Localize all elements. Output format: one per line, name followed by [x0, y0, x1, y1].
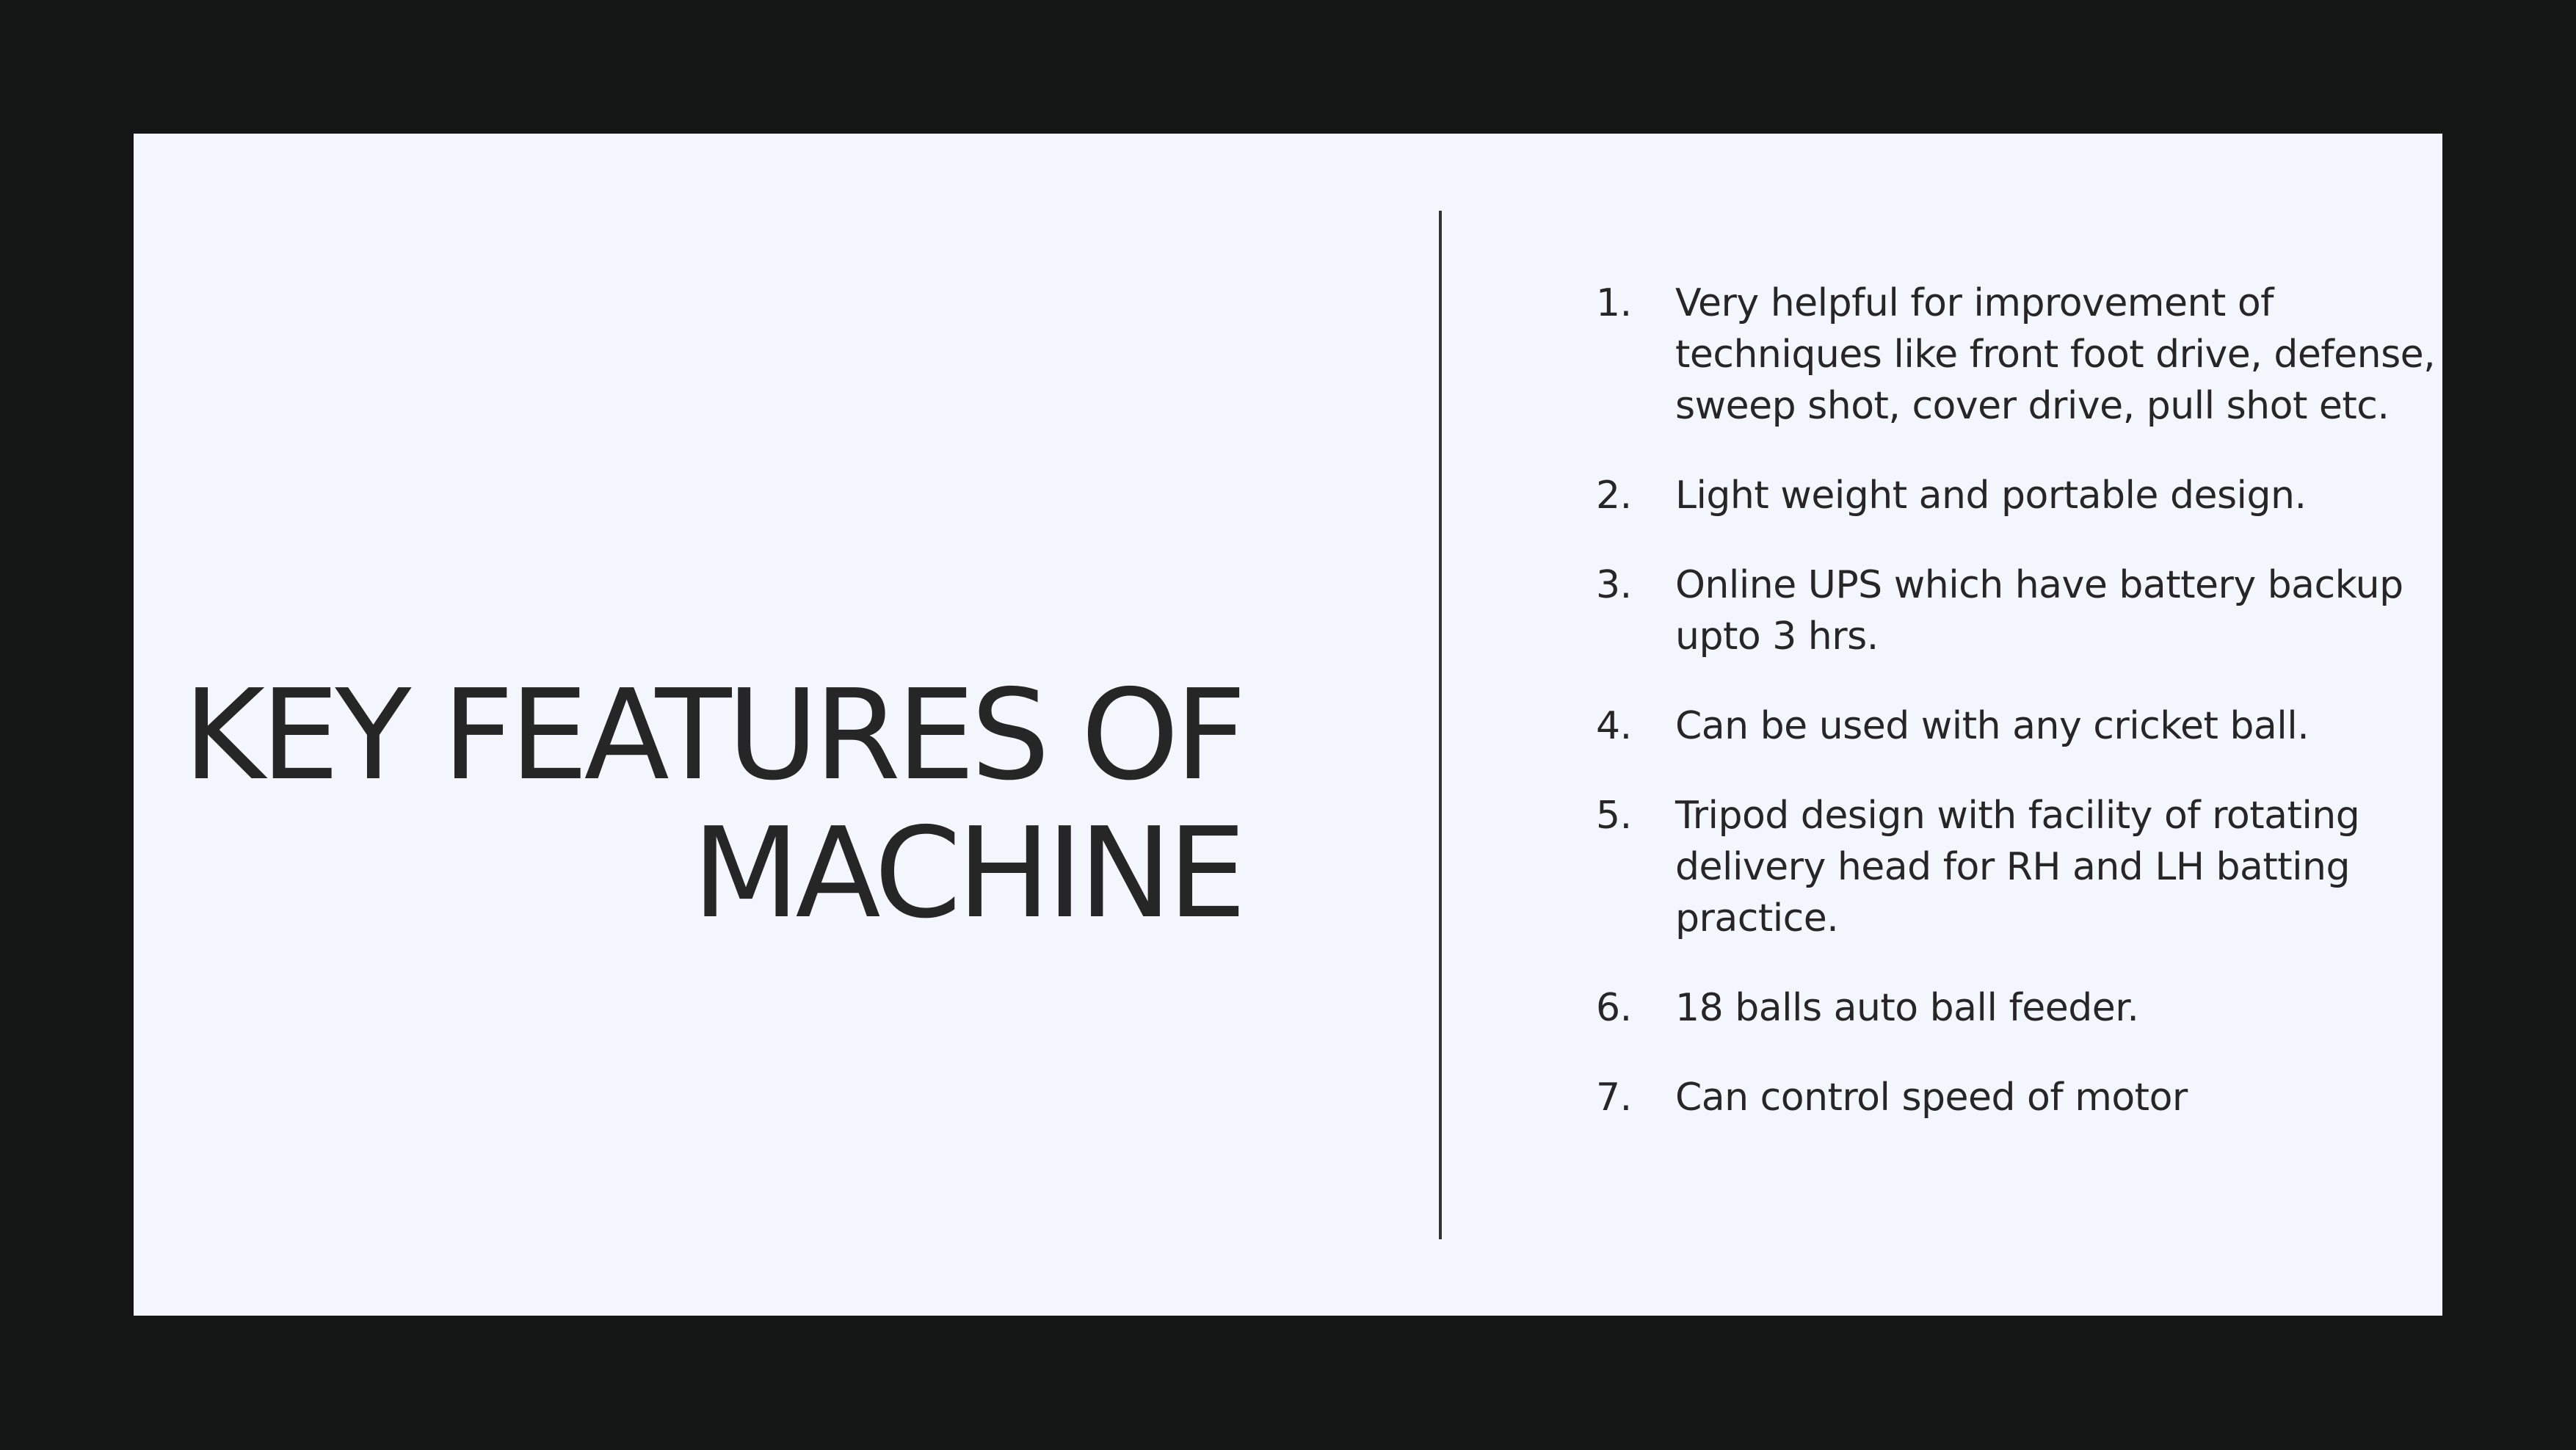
- feature-item: [1596, 559, 2440, 662]
- feature-item: [1596, 470, 2440, 521]
- feature-item: [1596, 700, 2440, 752]
- slide-title-line-1: KEY FEATURES OF: [183, 662, 1242, 808]
- feature-number: 3.: [1596, 563, 1632, 607]
- feature-list: [1596, 278, 2440, 1161]
- slide: [134, 134, 2442, 1316]
- feature-text: Very helpful for improvement of techniques like front foot drive, defense, sweep shot, cover drive, pull shot etc.: [1675, 281, 2436, 428]
- slide-title: [141, 662, 1242, 946]
- feature-item: [1596, 982, 2440, 1034]
- feature-item: [1596, 790, 2440, 944]
- feature-item: [1596, 1072, 2440, 1123]
- feature-number: 1.: [1596, 281, 1632, 325]
- feature-text: Can control speed of motor: [1675, 1076, 2188, 1120]
- feature-item: [1596, 278, 2440, 432]
- feature-text: Can be used with any cricket ball.: [1675, 704, 2310, 748]
- feature-text: Tripod design with facility of rotating delivery head for RH and LH batting practice.: [1675, 794, 2360, 940]
- feature-number: 4.: [1596, 704, 1632, 748]
- feature-text: Online UPS which have battery backup upto 3 hrs.: [1675, 563, 2403, 659]
- vertical-divider: [1439, 211, 1442, 1239]
- feature-number: 5.: [1596, 794, 1632, 838]
- feature-number: 7.: [1596, 1076, 1632, 1120]
- slide-title-line-2: MACHINE: [692, 800, 1242, 946]
- feature-text: Light weight and portable design.: [1675, 474, 2307, 518]
- feature-number: 6.: [1596, 986, 1632, 1030]
- feature-number: 2.: [1596, 474, 1632, 518]
- feature-text: 18 balls auto ball feeder.: [1675, 986, 2139, 1030]
